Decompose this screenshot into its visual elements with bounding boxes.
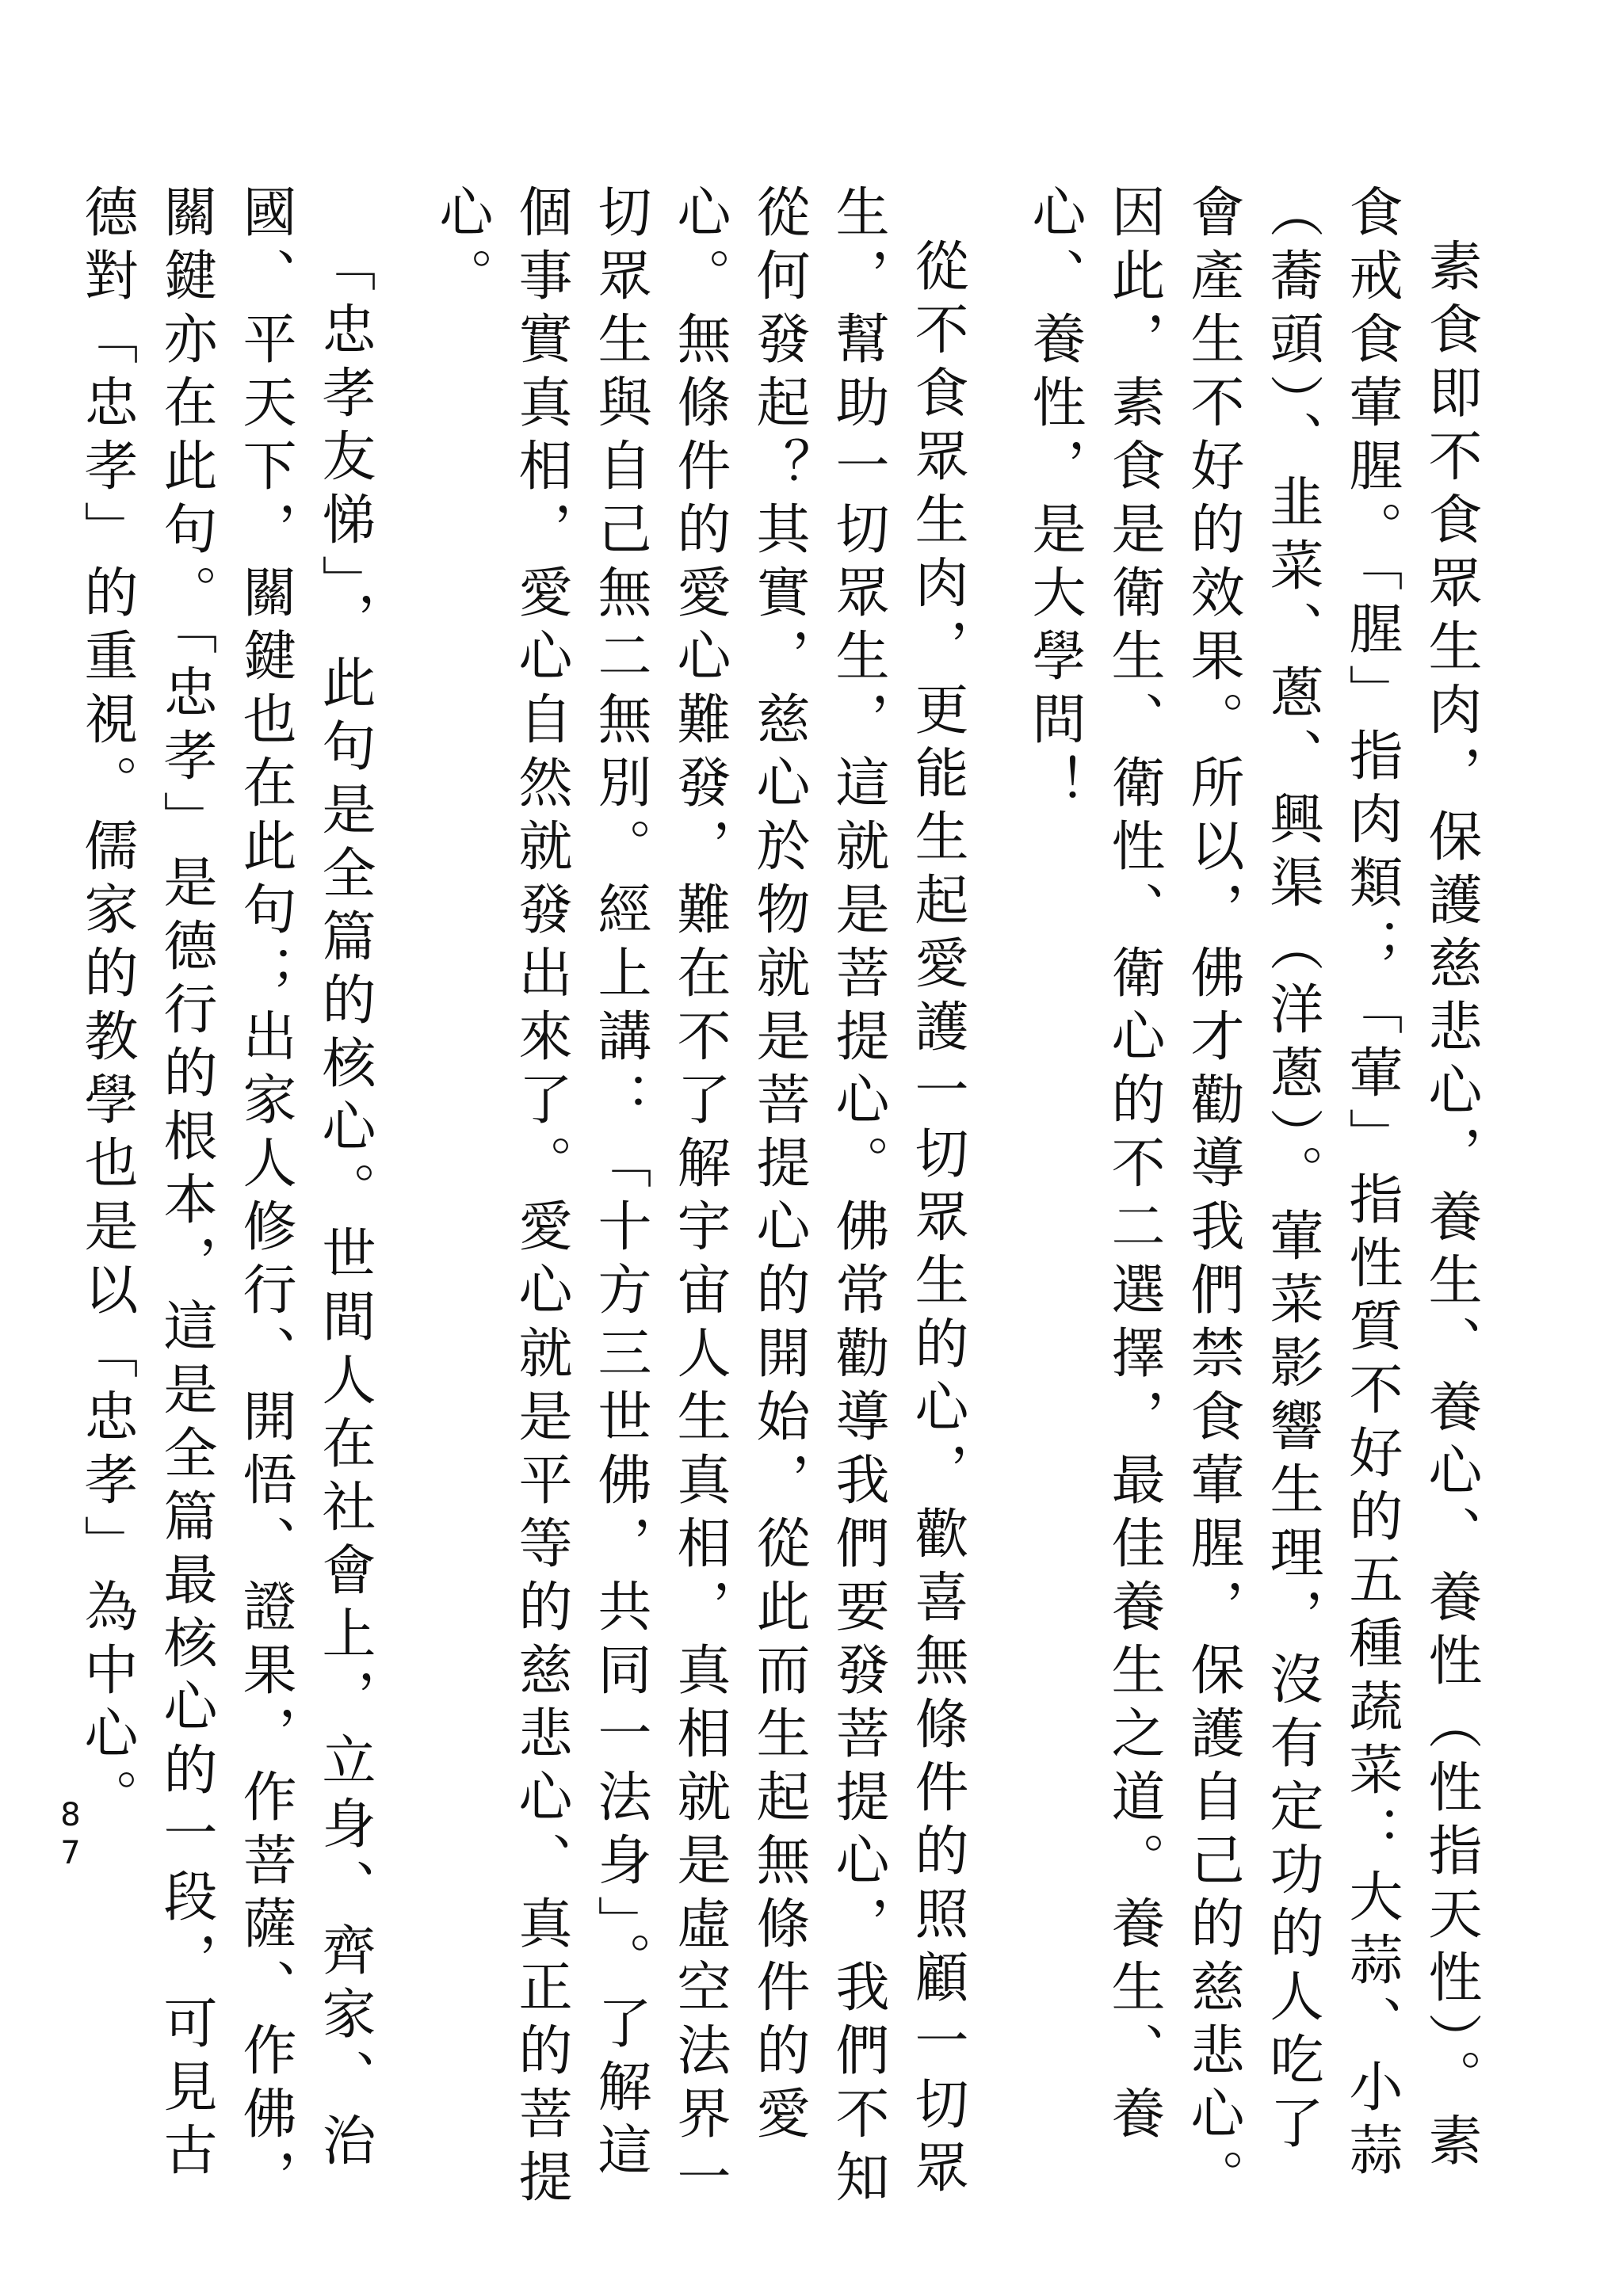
body-text [67, 184, 1490, 2212]
paragraph-bodhi-mind: 從不食眾生肉，更能生起愛護一切眾生的心，歡喜無條件的照顧一切眾生，幫助一切眾生，這就是菩提心。佛常勸導我們要發菩提心，我們不知從何發起？其實，慈心於物就是菩提心的開始，從此而生起無條件的愛心。無條件的愛心難發，難在不了解宇宙人生真相，真相就是虛空法界一切眾生與自己無二無別。經上講：「十方三世佛，共同一法身」。了解這個事實真相，愛心自然就發出來了。愛心就是平等的慈悲心、真正的菩提心。 [430, 184, 968, 2212]
paragraph-loyalty-filial-piety: 「忠孝友悌」，此句是全篇的核心。世間人在社會上，立身、齊家、治國、平天下，關鍵也在此句；出家人修行、開悟、證果，作菩薩、作佛，關鍵亦在此句。「忠孝」是德行的根本，這是全篇最核心的一段，可見古德對「忠孝」的重視。儒家的教學也是以「忠孝」為中心。 [75, 184, 376, 2212]
page-number: 87 [52, 1797, 89, 1873]
paragraph-vegetarian-diet: 素食即不食眾生肉，保護慈悲心，養生、養心、養性（性指天性）。素食戒食葷腥。「腥」指肉類；「葷」指性質不好的五種蔬菜：大蒜、小蒜（蕎頭）、韭菜、蔥、興渠（洋蔥）。葷菜影響生理，沒有定功的人吃了會產生不好的效果。所以，佛才勸導我們禁食葷腥，保護自己的慈悲心。因此，素食是衛生、衛性、衛心的不二選擇，最佳養生之道。養生、養心、養性，是大學問！ [1023, 184, 1482, 2212]
